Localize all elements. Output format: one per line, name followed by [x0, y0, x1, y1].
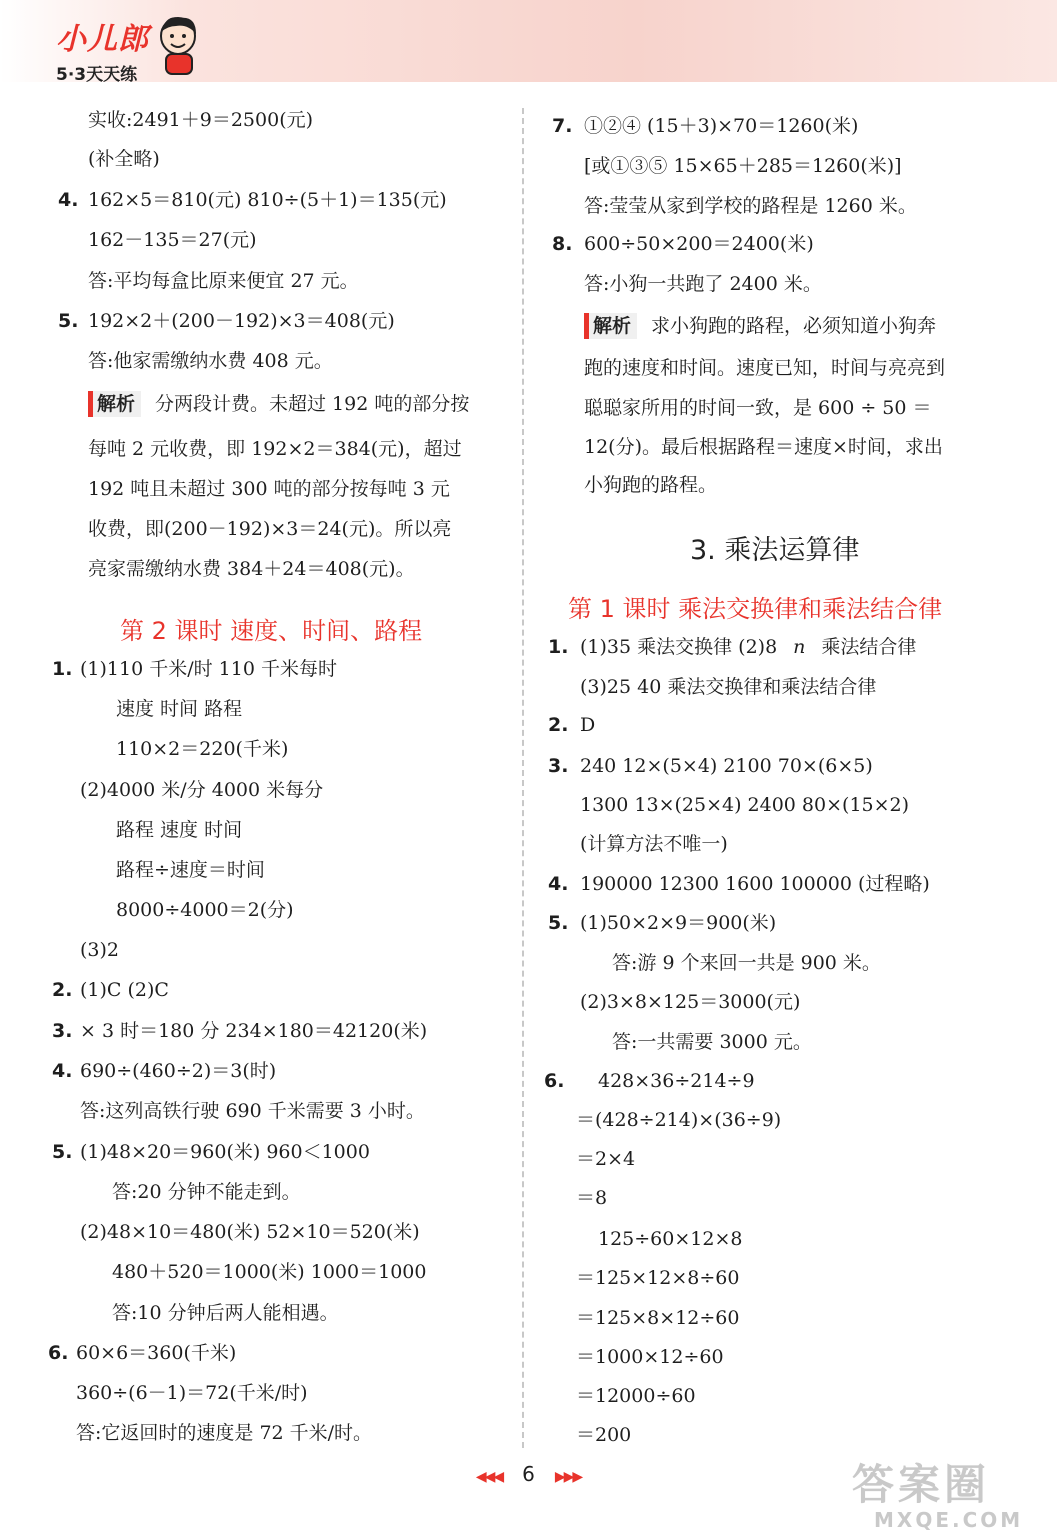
text-line: 答:莹莹从家到学校的路程是 1260 米。	[584, 195, 917, 217]
text-line: (补全略)	[88, 148, 160, 170]
item-number: 2.	[548, 714, 569, 736]
analysis-tag: 解析	[88, 391, 141, 417]
text-line: (1)50×2×9＝900(米)	[580, 912, 777, 934]
text-line: 600÷50×200＝2400(米)	[584, 233, 814, 255]
text-line: ①②④ (15＋3)×70＝1260(米)	[584, 115, 859, 137]
text-line: ＝200	[576, 1424, 632, 1446]
text-line: 路程 速度 时间	[116, 819, 243, 841]
text-line: 实收:2491＋9＝2500(元)	[88, 109, 314, 131]
item-number: 2.	[52, 979, 73, 1001]
text-line: ＝8	[576, 1187, 608, 1209]
watermark	[852, 1452, 1052, 1536]
column-divider	[522, 108, 524, 1448]
text-line: 240 12×(5×4) 2100 70×(6×5)	[580, 755, 873, 777]
next-arrows-icon: ▶▶▶	[554, 1469, 582, 1485]
text-line: 162－135＝27(元)	[88, 229, 257, 251]
text-line: ＝1000×12÷60	[576, 1346, 724, 1368]
text-line: 8000÷4000＝2(分)	[116, 899, 294, 921]
mascot-icon	[156, 14, 202, 76]
text-line: 答:它返回时的速度是 72 千米/时。	[76, 1422, 373, 1444]
text-line: 428×36÷214÷9	[598, 1070, 755, 1092]
prev-arrows-icon: ◀◀◀	[475, 1469, 503, 1485]
text-line: ＝125×12×8÷60	[576, 1267, 740, 1289]
text-line: (2)4000 米/分 4000 米每分	[80, 779, 324, 801]
text-line: 360÷(6－1)＝72(千米/时)	[76, 1382, 308, 1404]
text-line: ＝125×8×12÷60	[576, 1307, 740, 1329]
text-line: 答:20 分钟不能走到。	[112, 1181, 301, 1203]
brand-logo	[56, 14, 149, 85]
text-line: 答:他家需缴纳水费 408 元。	[88, 350, 333, 372]
lesson-title: 第 1 课时 乘法交换律和乘法结合律	[568, 595, 943, 623]
watermark-url: MXQE.COM	[874, 1508, 1024, 1532]
text-line: (2)48×10＝480(米) 52×10＝520(米)	[80, 1221, 420, 1243]
text-line: ＝12000÷60	[576, 1385, 696, 1407]
text-line: 答:小狗一共跑了 2400 米。	[584, 273, 822, 295]
text-line: 162×5＝810(元) 810÷(5＋1)＝135(元)	[88, 189, 447, 211]
item-number: 3.	[548, 755, 569, 777]
text-line: 1300 13×(25×4) 2400 80×(15×2)	[580, 794, 910, 816]
item-number: 4.	[548, 873, 569, 895]
analysis-tag: 解析	[584, 313, 637, 339]
watermark-title: 答案圈	[852, 1460, 991, 1509]
text-line: 125÷60×12×8	[598, 1228, 743, 1250]
item-number: 4.	[58, 189, 79, 211]
text-line: 110×2＝220(千米)	[116, 738, 289, 760]
item-number: 5.	[52, 1141, 73, 1163]
text-line: 答:10 分钟后两人能相遇。	[112, 1302, 339, 1324]
text-line: ＝(428÷214)×(36÷9)	[576, 1109, 782, 1131]
text-line: 190000 12300 1600 100000 (过程略)	[580, 873, 930, 895]
item-number: 4.	[52, 1060, 73, 1082]
text-line: 192×2＋(200－192)×3＝408(元)	[88, 310, 395, 332]
text-line: 小狗跑的路程。	[584, 474, 718, 496]
text-line: 收费，即(200－192)×3＝24(元)。所以亮	[88, 518, 452, 540]
text-line: 速度 时间 路程	[116, 698, 243, 720]
item-number: 6.	[48, 1342, 69, 1364]
text-line: (计算方法不唯一)	[580, 833, 728, 855]
text-line: 每吨 2 元收费，即 192×2＝384(元)，超过	[88, 438, 462, 460]
variable-n: n	[793, 636, 806, 658]
logo-title: 小儿郎	[56, 22, 149, 57]
text-line: 答:这列高铁行驶 690 千米需要 3 小时。	[80, 1100, 425, 1122]
text-line: 路程÷速度＝时间	[116, 859, 265, 881]
text-line: 答:一共需要 3000 元。	[612, 1031, 812, 1053]
text-line: 480＋520＝1000(米) 1000＝1000	[112, 1261, 427, 1283]
text-line: (1)C (2)C	[80, 979, 169, 1001]
item-number: 3.	[52, 1020, 73, 1042]
analysis-line	[584, 312, 936, 340]
logo-subtitle: 5·3天天练	[56, 65, 138, 85]
text-line	[580, 633, 916, 661]
analysis-text: 分两段计费。未超过 192 吨的部分按	[155, 393, 470, 415]
text-line: (1)48×20＝960(米) 960＜1000	[80, 1141, 370, 1163]
text-line: (3)2	[80, 939, 120, 961]
lesson-title: 第 2 课时 速度、时间、路程	[120, 617, 423, 645]
text-line: 690÷(460÷2)＝3(时)	[80, 1060, 277, 1082]
item-number: 1.	[548, 636, 569, 658]
analysis-text: 求小狗跑的路程，必须知道小狗奔	[651, 315, 937, 337]
text-line: 聪聪家所用的时间一致，是 600 ÷ 50 ＝	[584, 397, 932, 419]
answer-text: (1)35 乘法交换律 (2)8	[580, 636, 778, 658]
page-number: 6	[522, 1462, 535, 1486]
item-number: 5.	[548, 912, 569, 934]
text-line: 跑的速度和时间。速度已知，时间与亮亮到	[584, 357, 946, 379]
analysis-line	[88, 390, 469, 418]
text-line: 192 吨且未超过 300 吨的部分按每吨 3 元	[88, 478, 450, 500]
text-line: 12(分)。最后根据路程＝速度×时间，求出	[584, 436, 943, 458]
item-number: 6.	[544, 1070, 565, 1092]
text-line: 亮家需缴纳水费 384＋24＝408(元)。	[88, 558, 415, 580]
text-line: (3)25 40 乘法交换律和乘法结合律	[580, 676, 877, 698]
item-number: 7.	[552, 115, 573, 137]
text-line: (1)110 千米/时 110 千米每时	[80, 658, 337, 680]
answer-text: 乘法结合律	[821, 636, 917, 658]
section-title: 3. 乘法运算律	[690, 535, 860, 566]
text-line: 答:平均每盒比原来便宜 27 元。	[88, 270, 359, 292]
text-line: (2)3×8×125＝3000(元)	[580, 991, 801, 1013]
text-line: × 3 时＝180 分 234×180＝42120(米)	[80, 1020, 428, 1042]
text-line: [或①③⑤ 15×65＋285＝1260(米)]	[584, 155, 902, 177]
text-line: 60×6＝360(千米)	[76, 1342, 237, 1364]
text-line: ＝2×4	[576, 1148, 636, 1170]
item-number: 5.	[58, 310, 79, 332]
text-line: 答:游 9 个来回一共是 900 米。	[612, 952, 881, 974]
item-number: 8.	[552, 233, 573, 255]
item-number: 1.	[52, 658, 73, 680]
text-line: D	[580, 714, 596, 736]
